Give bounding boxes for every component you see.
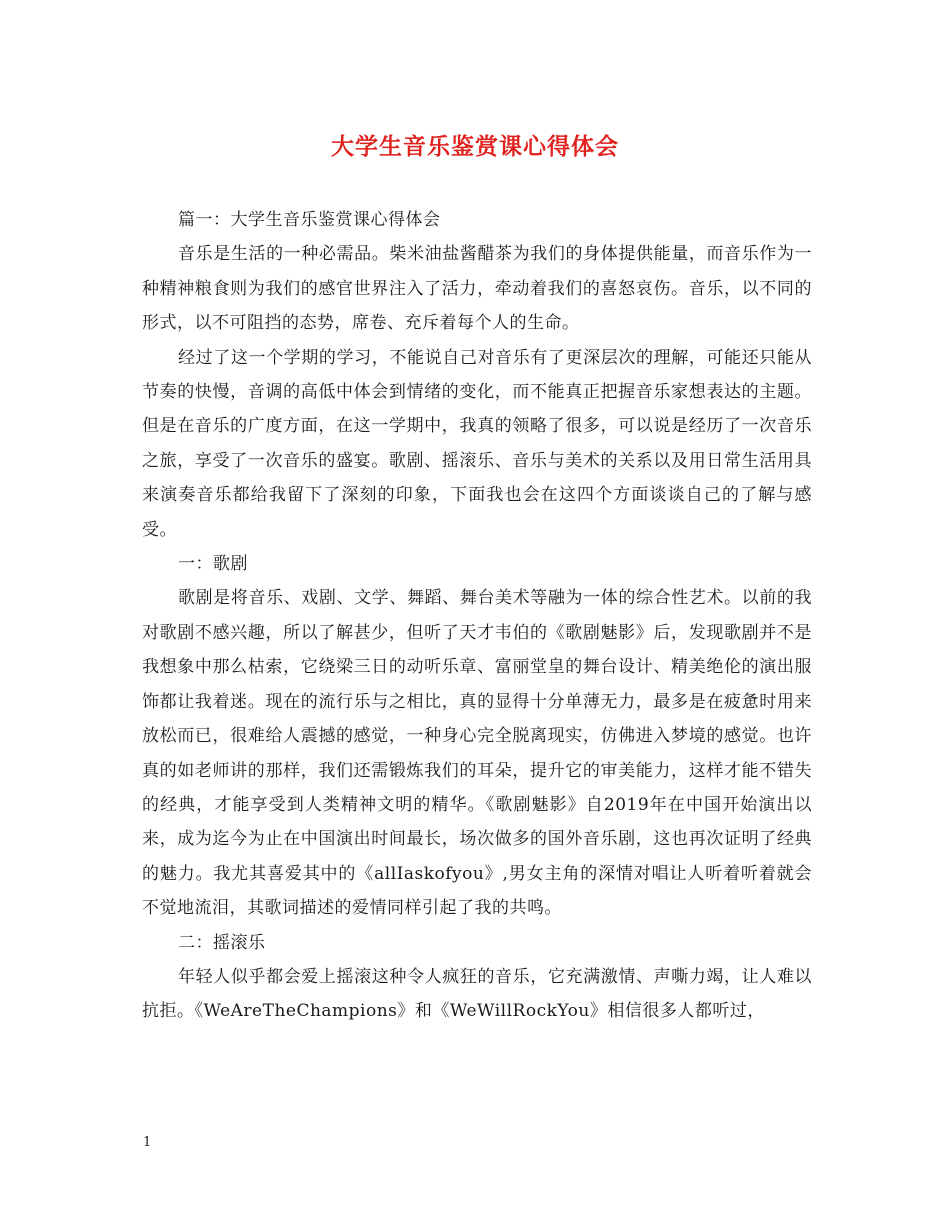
section-title: 篇一：大学生音乐鉴赏课心得体会: [178, 210, 441, 230]
paragraph-intro: 音乐是生活的一种必需品。柴米油盐酱醋茶为我们的身体提供能量，而音乐作为一种精神粮食则为我们的感官世界注入了活力，牵动着我们的喜怒哀伤。音乐，以不同的形式，以不可阻挡的态势，席卷、充斥着每个人的生命。: [142, 244, 812, 334]
document-title: 大学生音乐鉴赏课心得体会: [331, 133, 619, 160]
paragraph-rock: 年轻人似乎都会爱上摇滚这种令人疯狂的音乐，它充满激情、声嘶力竭，让人难以抗拒。《WeAreTheChampions》和《WeWillRockYou》相信很多人都听过，: [142, 966, 812, 1022]
heading-rock: 二：摇滚乐: [178, 932, 266, 953]
heading-opera: 一：歌剧: [178, 554, 248, 575]
document-body: [142, 203, 812, 1029]
paragraph-opera: 歌剧是将音乐、戏剧、文学、舞蹈、舞台美术等融为一体的综合性艺术。以前的我对歌剧不感兴趣，所以了解甚少，但听了天才韦伯的《歌剧魅影》后，发现歌剧并不是我想象中那么枯索，它绕梁三日的动听乐章、富丽堂皇的舞台设计、精美绝伦的演出服饰都让我着迷。现在的流行乐与之相比，真的显得十分单薄无力，最多是在疲惫时用来放松而已，很难给人震撼的感觉，一种身心完全脱离现实，仿佛进入梦境的感觉。也许真的如老师讲的那样，我们还需锻炼我们的耳朵，提升它的审美能力，这样才能不错失的经典，才能享受到人类精神文明的精华。《歌剧魅影》自2019年在中国开始演出以来，成为迄今为止在中国演出时间最长，场次做多的国外音乐剧，这也再次证明了经典的魅力。我尤其喜爱其中的《allIaskofyou》,男女主角的深情对唱让人听着听着就会不觉地流泪，其歌词描述的爱情同样引起了我的共鸣。: [142, 588, 812, 919]
paragraph-semester: 经过了这一个学期的学习，不能说自己对音乐有了更深层次的理解，可能还只能从节奏的快慢，音调的高低中体会到情绪的变化，而不能真正把握音乐家想表达的主题。但是在音乐的广度方面，在这一学期中，我真的领略了很多，可以说是经历了一次音乐之旅，享受了一次音乐的盛宴。歌剧、摇滚乐、音乐与美术的关系以及用日常生活用具来演奏音乐都给我留下了深刻的印象，下面我也会在这四个方面谈谈自己的了解与感受。: [142, 347, 812, 540]
page-number: 1: [143, 1135, 152, 1150]
